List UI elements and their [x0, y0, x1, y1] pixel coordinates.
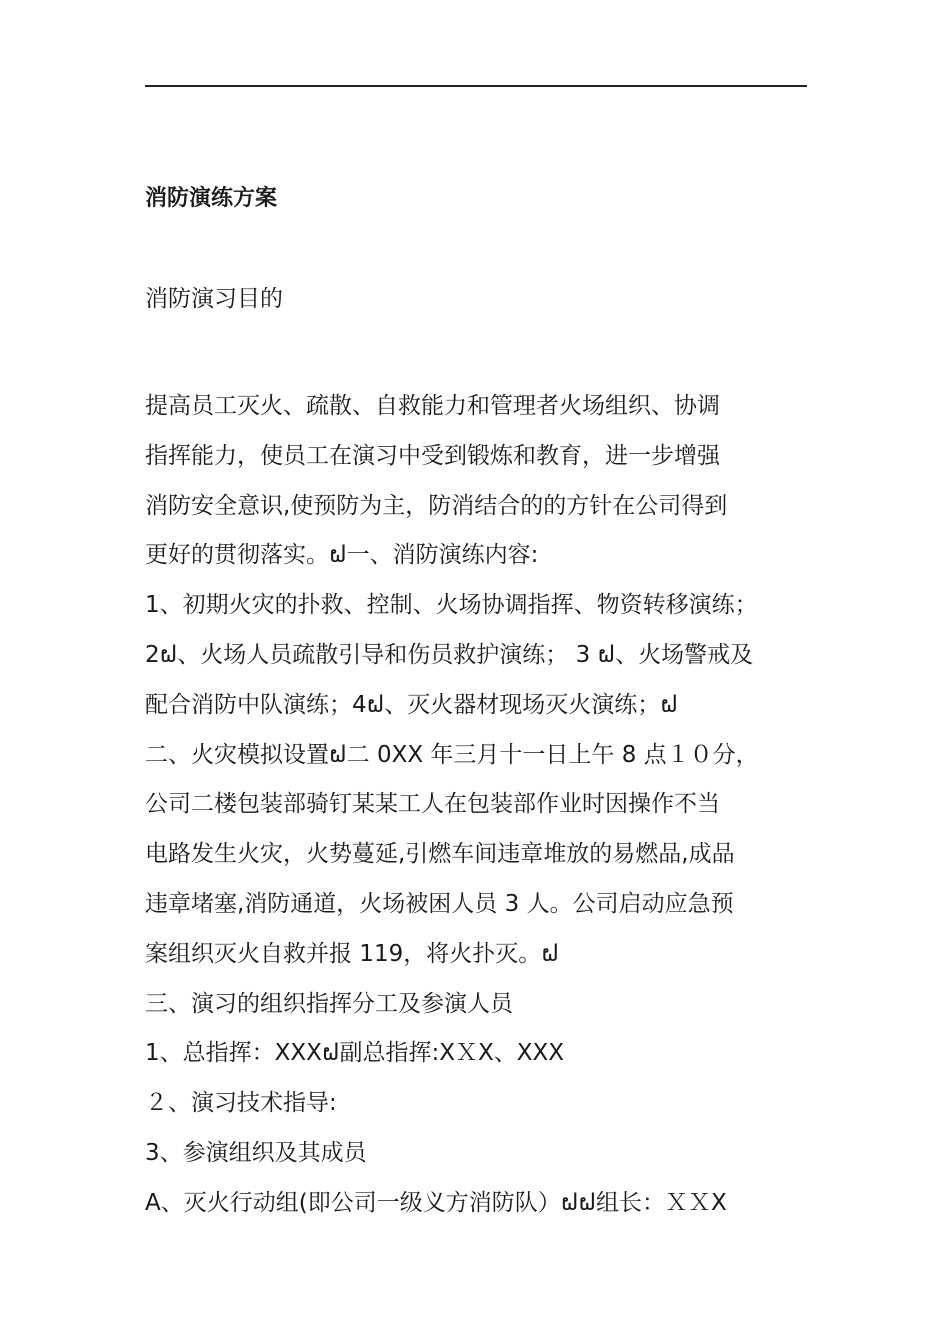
- body-line: 二、火灾模拟设置ຝ二 0XX 年三月十一日上午 8 点１０分，: [145, 741, 759, 768]
- body-line: 违章堵塞,消防通道，火场被困人员 3 人。公司启动应急预: [145, 890, 734, 917]
- body-line: 消防安全意识,使预防为主，防消结合的的方针在公司得到: [145, 492, 728, 519]
- body-line: 电路发生火灾，火势蔓延,引燃车间违章堆放的易燃品,成品: [145, 841, 735, 868]
- body-line: 3、参演组织及其成员: [145, 1139, 367, 1166]
- body-line: 案组织灭火自救并报 119，将火扑灭。ຝ: [145, 940, 559, 967]
- body-line: 1、初期火灾的扑救、控制、火场协调指挥、物资转移演练；: [145, 592, 758, 619]
- body-line: ２、演习技术指导:: [145, 1090, 337, 1117]
- body-text: [145, 382, 825, 1229]
- body-line: 1、总指挥：XXXຝ副总指挥:XＸX、XXX: [145, 1040, 565, 1067]
- body-line: 指挥能力，使员工在演习中受到锻炼和教育，进一步增强: [145, 442, 720, 469]
- document-title: 消防演练方案: [145, 186, 278, 211]
- body-line: 三、演习的组织指挥分工及参演人员: [145, 990, 513, 1017]
- body-line: 公司二楼包装部骑钉某某工人在包装部作业时因操作不当: [145, 791, 720, 818]
- body-line: A、灭火行动组(即公司一级义方消防队）ຝຝ组长：ＸＸX: [145, 1189, 727, 1216]
- section-heading: 消防演习目的: [145, 286, 283, 312]
- body-line: 配合消防中队演练；4ຝ、灭火器材现场灭火演练；ຝ: [145, 691, 678, 718]
- body-line: 更好的贯彻落实。ຝ一、消防演练内容:: [145, 542, 539, 569]
- header-rule: [145, 85, 807, 87]
- body-line: 2ຝ、火场人员疏散引导和伤员救护演练； 3 ຝ、火场警戒及: [145, 641, 754, 668]
- body-line: 提高员工灭火、疏散、自救能力和管理者火场组织、协调: [145, 393, 720, 419]
